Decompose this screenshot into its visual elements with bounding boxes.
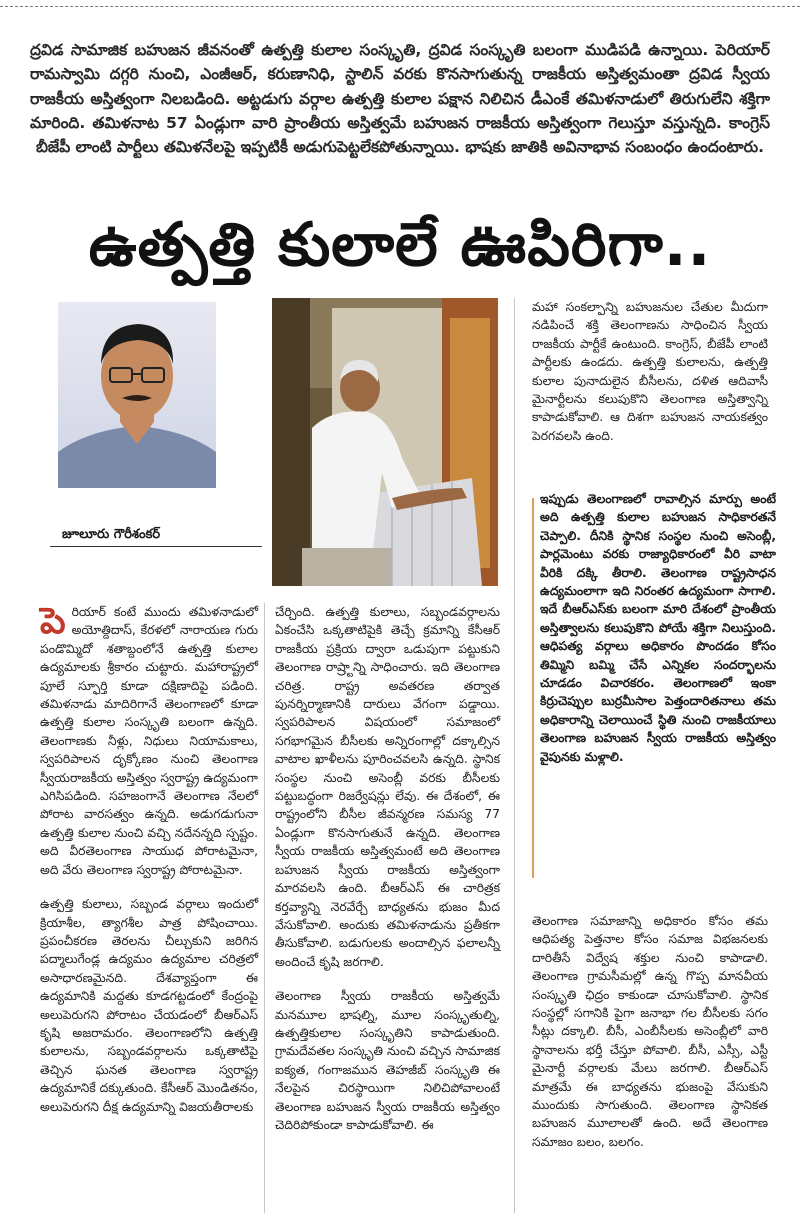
top-border <box>0 6 800 7</box>
headline: ఉత్పత్తి కులాలే ఊపిరిగా.. <box>88 210 712 280</box>
highlight-box <box>532 490 782 886</box>
author-byline: జూలూరు గౌరీశంకర్ <box>62 527 161 542</box>
col1-paragraph-2: ఉత్పత్తి కులాలు, సబ్బండ వర్గాలు ఇందులో క్రియాశీల, త్యాగశీల పాత్ర పోషించాయి. ప్రపంచీకరణ తెరలను చీల్చుకుని జరిగిన పద్మాలుగేండ్ల ఉద్యమం ఉద్యమాల చరిత్రలో అసాధారణమైనది. దేశవ్యాప్తంగా ఈ ఉద్యమానికి మద్దతు కూడగట్టడంలో కేంద్రంపై అలుపెరుగని పోరాటం చేయడంలో బీఆర్ఎస్ కృషి అజరామరం. తెలంగాణలోని ఉత్పత్తి కులాలను, సబ్బండవర్గాలను ఒక్కతాటిపై తెచ్చిన ఘనత తెలంగాణ స్వరాష్ట్ర ఉద్యమానికే దక్కుతుంది. కేసీఆర్ మొండితనం, అలుపెరుగని దీక్ష ఉద్యమాన్ని విజయతీరాలకు <box>40 897 258 1114</box>
highlight-box-bar <box>532 498 534 878</box>
intro-paragraph: ద్రవిడ సామాజిక బహుజన జీవనంతో ఉత్పత్తి కులాల సంస్కృతి, ద్రవిడ సంస్కృతి బలంగా ముడిపడి ఉన్నాయి. పెరియార్ రామస్వామి దగ్గరి నుంచి, ఎంజీఆర్, కరుణానిధి, స్టాలిన్ వరకు కొనసాగుతున్న రాజకీయ అస్తిత్వమంతా ద్రవిడ స్వీయ రాజకీయ అస్తిత్వంగా నిలబడింది. అట్టడుగు వర్గాల ఉత్పత్తి కులాల పక్షాన నిలిచిన డీఎంకే తమిళనాడులో తిరుగులేని శక్తిగా మారింది. తమిళనాట 57 ఏండ్లుగా వారి ప్రాంతీయ అస్తిత్వమే బహుజన రాజకీయ అస్తిత్వంగా గెలుస్తూ వస్తున్నది. కాంగ్రెస్ బీజేపీ లాంటి పార్టీలు తమిళనేలపై ఇప్పటికీ అడుగుపెట్టలేకపోతున్నాయి. భాషకు జాతికి అవినాభావ సంబంధం ఉందంటారు. <box>30 41 770 157</box>
author-photo <box>58 302 216 488</box>
column-2 <box>275 603 500 1150</box>
col3-paragraph-1: మహా సంకల్పాన్ని బహుజనుల చేతుల మీదుగా నడిపించే శక్తి తెలంగాణను సాధించిన స్వీయ రాజకీయ పార్టీకే ఉంటుంది. కాంగ్రెస్, బీజేపీ లాంటి పార్టీలకు ఉండదు. ఉత్పత్తి కులాలను, ఉత్పత్తి కులాల పునాదులైన బీసీలను, దళిత ఆదివాసీ మైనార్టీలను కలుపుకొని తెలంగాణ అస్తిత్వాన్ని కాపాడుకోవాలి. ఆ దిశగా బహుజన నాయకత్వం పెరగవలసి ఉంది. <box>532 300 768 443</box>
weaver-photo <box>272 298 498 586</box>
column-3-bottom <box>532 912 768 1167</box>
column-1 <box>40 603 258 1132</box>
col1-paragraph-1 <box>40 603 258 879</box>
column-3-top <box>532 298 768 461</box>
highlight-box-text: ఇప్పుడు తెలంగాణలో రావాల్సిన మార్పు అంటే అది ఉత్పత్తి కులాల బహుజన సాధికారతనే చెప్పాలి. దీనికి స్థానిక సంస్థల నుంచి అసెంబ్లీ, పార్లమెంటు వరకు రాజ్యాధికారంలో వీరి వాటా వీరికి దక్కి తీరాలి. తెలంగాణ రాష్ట్రసాధన ఉద్యమంలాగా ఇది నిరంతర ఉద్యమంగా సాగాలి. ఇదే బీఆర్ఎస్‌కు బలంగా మారి దేశంలో ప్రాంతీయ అస్తిత్వాలను కలుపుకొని పోయే శక్తిగా నిలుస్తుంది. ఆధిపత్య వర్గాలు అధికారం పొందడం కోసం తిమ్మిని బమ్మి చేసే ఎన్నికల సందర్భాలను చూడడం విచారకరం. తెలంగాణలో ఇంకా కిర్రుచెప్పుల బుర్రమీసాల పెత్తందారితనాలు తమ అధికారాన్ని చెలాయించే స్థితి నుంచి రాజకీయాలు తెలంగాణ బహుజన స్వీయ రాజకీయ అస్తిత్వం వైపునకు మళ్లాలి. <box>540 492 776 764</box>
col2-paragraph-1: చేర్చింది. ఉత్పత్తి కులాలు, సబ్బండవర్గాలను ఏకంచేసి ఒక్కతాటిపైకి తెచ్చే క్రమాన్ని కేసీఆర్ రాజకీయ ప్రక్రియ ద్వారా ఒడుపుగా పట్టుకుని తెలంగాణ రాష్ర్టాన్ని సాధించారు. ఇది తెలంగాణ చరిత్ర. రాష్ట్ర అవతరణ తర్వాత పునర్నిర్మాణానికి దారులు వేగంగా పడ్డాయి. స్వపరిపాలన విషయంలో సమాజంలో సగభాగమైన బీసీలకు అన్నిరంగాల్లో దక్కాల్సిన వాటాల ఖాళీలను పూరించవలసి ఉన్నది. స్థానిక సంస్థల నుంచి అసెంబ్లీ వరకు బీసీలకు పట్టుబద్ధంగా రిజర్వేషన్లు లేవు. ఈ దేశంలో, ఈ రాష్ట్రంలోని బీసీల జీవన్మరణ సమస్య 77 ఏండ్లుగా కొనసాగుతునే ఉన్నది. తెలంగాణ స్వీయ రాజకీయ అస్తిత్వమంటే అది తెలంగాణ బహుజన స్వీయ రాజకీయ అస్తిత్వంగా మారవలసి ఉంది. బీఆర్ఎస్ ఈ చారిత్రక కర్తవ్యాన్ని నెరవేర్చే బాధ్యతను భుజం మీద వేసుకోవాలి. అందుకు తమిళనాడును ప్రతీకగా తీసుకోవాలి. బడుగులకు అందాల్సిన ఫలాలన్నీ అందించే కృషి జరగాలి. <box>275 605 500 969</box>
col3-paragraph-2: తెలంగాణ సమాజాన్ని అధికారం కోసం తమ ఆధిపత్య పెత్తనాల కోసం సమాజ విభజనలకు దారితీసే విద్వేష శక్తుల నుంచి కాపాడాలి. తెలంగాణ గ్రామసీమల్లో ఉన్న గొప్ప మానవీయ సంస్కృతి ఛిద్రం కాకుండా చూసుకోవాలి. స్థానిక సంస్థల్లో సగానికి పైగా జనాభా గల బీసీలకు సగం సీట్లు దక్కాలి. బీసీ, ఎంబీసీలకు అసెంబ్లీలో వారి స్థానాలను భర్తీ చేస్తూ పోవాలి. బీసీ, ఎస్సీ, ఎస్టీ మైనార్టీ వర్గాలకు మేలు జరగాలి. బీఆర్ఎస్ మాత్రమే ఈ బాధ్యతను భుజంపై వేసుకుని ముందుకు సాగుతుంది. తెలంగాణ స్థానికత బహుజన మూలాలతో ఉంది. అదే తెలంగాణ సమాజం బలం, బలగం. <box>532 914 768 1149</box>
col1-paragraph-1-text: రియార్ కంటే ముందు తమిళనాడులో అయోత్దిదాస్, కేరళలో నారాయణ గురు పండొమ్మిదో శతాబ్దంలోనే ఉత్పత్తి కులాల ఉద్యమాలకు శ్రీకారం చుట్టారు. మహారాష్ట్రలో పూలే స్ఫూర్తి కూడా దక్షిణాదిపై పడింది. తమిళనాడు మాదిరిగానే తెలంగాణలో కూడా ఉత్పత్తి కులాల సంస్కృతి బలంగా ఉన్నది. తెలంగాణకు నీళ్లు, నిధులు నియామకాలు, స్వపరిపాలన దృక్కోణం నుంచి తెలంగాణ స్వీయరాజకీయ అస్తిత్వం స్వరాష్ట్ర ఉద్యమంగా ఎగిసిపడింది. సహజంగానే తెలంగాణ నేలలో పోరాట వారసత్వం ఉన్నది. అడుగడుగునా ఉత్పత్తి కులాల నుంచి వచ్చి నదేనన్నది స్పష్టం. అది వీరతెలంగాణ సాయుధ పోరాటమైనా, అది వేరు తెలంగాణ స్వరాష్ట్ర పోరాటమైనా. <box>40 605 258 877</box>
column-divider-1 <box>264 603 265 1213</box>
drop-cap: పె <box>40 601 66 642</box>
byline-rule <box>50 546 262 547</box>
col2-paragraph-2: తెలంగాణ స్వీయ రాజకీయ అస్తిత్వమే మనమూల భాషల్ని, మూల సంస్కృతుల్ని, ఉత్పత్తికులాల సంస్కృతిని కాపాడుతుంది. గ్రామదేవతల సంస్కృతి నుంచి వచ్చిన సామాజిక ఐక్యత, గంగాజమున తెహజీబ్ సంస్కృతి ఈ నేలపైన చిరస్థాయిగా నిలిచిపోవాలంటే తెలంగాణ బహుజన స్వీయ రాజకీయ అస్తిత్వం చెదిరిపోకుండా కాపాడుకోవాలి. ఈ <box>275 989 500 1132</box>
column-divider-2 <box>514 298 515 1213</box>
